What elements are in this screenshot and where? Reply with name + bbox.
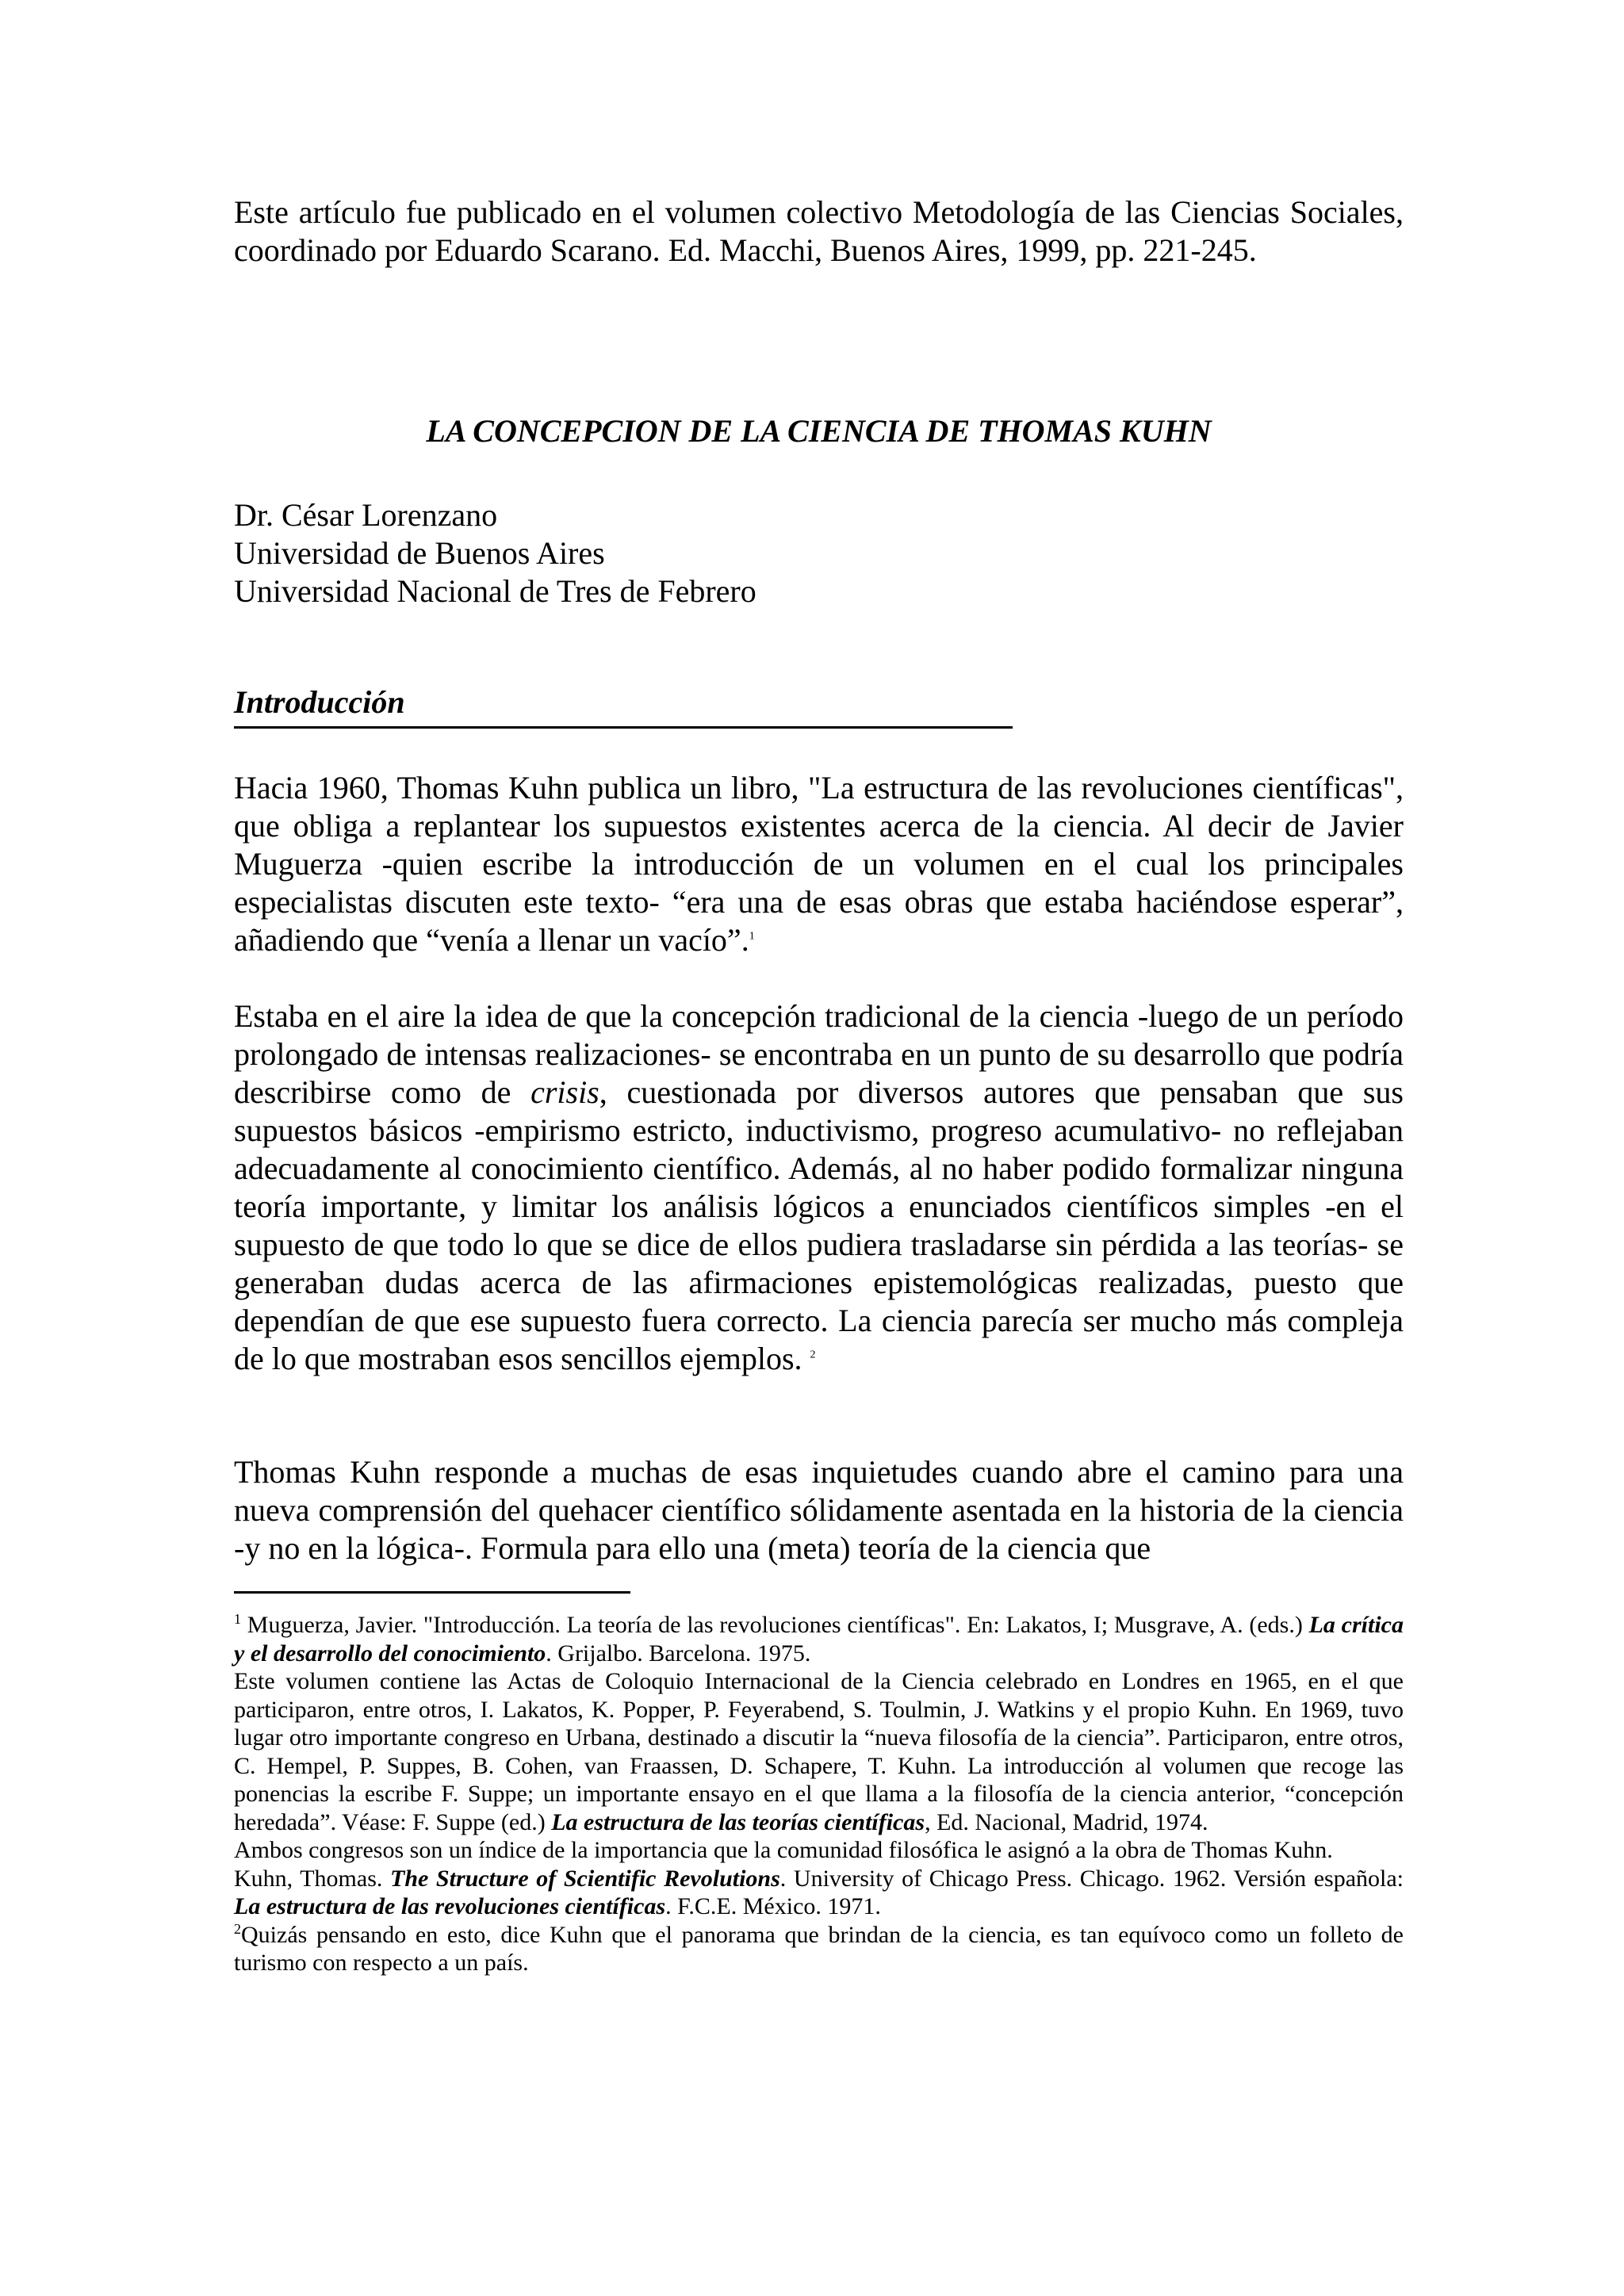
footnote-1-continued-3 xyxy=(234,1865,1404,1921)
paragraph-1 xyxy=(234,769,1404,959)
author-name: Dr. César Lorenzano xyxy=(234,497,498,533)
publication-notice: Este artículo fue publicado en el volumen colectivo Metodología de las Ciencias Sociales, coordinado por Eduardo Scarano. Ed. Macchi, Buenos Aires, 1999, pp. 221-245. xyxy=(234,194,1404,268)
footnote-1-publisher-3: . University of Chicago Press. Chicago. 1962. Versión española: xyxy=(779,1865,1404,1892)
footnote-1-publisher-2: , Ed. Nacional, Madrid, 1974. xyxy=(925,1808,1208,1835)
paragraph-2-text-b: , cuestionada por diversos autores que pensaban que sus supuestos básicos -empirismo estricto, inductivismo, progreso acumulativo- no reflejaban adecuadamente al conocimiento científico. Además, al no haber podido formalizar ninguna teoría importante, y limitar los análisis lógicos a enunciados científicos simples -en el supuesto de que todo lo que se dice de ellos pudiera trasladarse sin pérdida a las teorías- se generaban dudas acerca de las afirmaciones epistemológicas realizadas, puesto que dependían de que ese supuesto fuera correcto. La ciencia parecía ser mucho más compleja de lo que mostraban esos sencillos ejemplos. xyxy=(234,1074,1404,1376)
paragraph-2 xyxy=(234,997,1404,1378)
footnote-1-publisher-4: . F.C.E. México. 1971. xyxy=(665,1893,881,1919)
footnote-2-text: Quizás pensando en esto, dice Kuhn que el panorama que brindan de la ciencia, es tan equívoco como un folleto de turismo con respecto a un país. xyxy=(234,1921,1404,1976)
footnote-1-number: 1 xyxy=(234,1611,241,1627)
footnote-1-continued xyxy=(234,1667,1404,1836)
paragraph-3: Thomas Kuhn responde a muchas de esas inquietudes cuando abre el camino para una nueva comprensión del quehacer científico sólidamente asentada en la historia de la ciencia -y no en la lógica-. Formula para ello una (meta) teoría de la ciencia que xyxy=(234,1454,1404,1566)
footnote-1 xyxy=(234,1611,1404,1667)
footnote-ref-1[interactable]: 1 xyxy=(749,930,755,943)
paragraph-2-italic: crisis xyxy=(530,1074,599,1110)
footnote-1-continued-2: Ambos congresos son un índice de la importancia que la comunidad filosófica le asignó a la obra de Thomas Kuhn. xyxy=(234,1837,1333,1863)
author-affiliation-2: Universidad Nacional de Tres de Febrero xyxy=(234,573,756,609)
footnote-2 xyxy=(234,1921,1404,1977)
footnote-1-book-title-4: La estructura de las revoluciones científicas xyxy=(234,1893,666,1919)
footnote-1-publisher: . Grijalbo. Barcelona. 1975. xyxy=(546,1640,811,1667)
footnote-1-book-title-2: La estructura de las teorías científicas xyxy=(551,1808,925,1835)
footnote-1-book-title: La crítica y el desarrollo del conocimiento xyxy=(234,1612,1404,1667)
article-title: LA CONCEPCION DE LA CIENCIA DE THOMAS KUHN xyxy=(426,413,1212,449)
author-affiliation-1: Universidad de Buenos Aires xyxy=(234,535,605,571)
footnote-separator xyxy=(234,1591,630,1594)
footnote-2-number: 2 xyxy=(234,1920,241,1937)
paragraph-1-text: Hacia 1960, Thomas Kuhn publica un libro, "La estructura de las revoluciones científicas", que obliga a replantear los supuestos existentes acerca de la ciencia. Al decir de Javier Muguerza -quien escribe la introducción de un volumen en el cual los principales especialistas discuten este texto- “era una de esas obras que estaba haciéndose esperar”, añadiendo que “venía a llenar un vacío”. xyxy=(234,770,1404,958)
footnote-1-book-title-3: The Structure of Scientific Revolutions xyxy=(390,1865,780,1892)
paragraph-2-text-a: Estaba en el aire la idea de que la concepción tradicional de la ciencia -luego de un período prolongado de intensas realizaciones- se encontraba en un punto de su desarrollo que podría describirse como de xyxy=(234,998,1404,1110)
footnote-1-author: Kuhn, Thomas. xyxy=(234,1865,390,1892)
footnote-1-text-2: Este volumen contiene las Actas de Coloquio Internacional de la Ciencia celebrado en Londres en 1965, en el que participaron, entre otros, I. Lakatos, K. Popper, P. Feyerabend, S. Toulmin, J. Watkins y el propio Kuhn. En 1969, tuvo lugar otro importante congreso en Urbana, destinado a discutir la “nueva filosofía de la ciencia”. Participaron, entre otros, C. Hempel, P. Suppes, B. Cohen, van Fraassen, D. Schapere, T. Kuhn. La introducción al volumen que recoge las ponencias la escribe F. Suppe; un importante ensayo en el que llama a la filosofía de la ciencia anterior, “concepción heredada”. Véase: F. Suppe (ed.) xyxy=(234,1668,1404,1835)
footnote-1-text: Muguerza, Javier. "Introducción. La teoría de las revoluciones científicas". En: Lakatos, I; Musgrave, A. (eds.) xyxy=(241,1612,1309,1638)
footnotes xyxy=(234,1611,1404,1977)
author-block xyxy=(234,496,756,610)
footnote-ref-2[interactable]: 2 xyxy=(810,1349,816,1361)
section-heading-introduccion: Introducción xyxy=(234,683,1013,729)
